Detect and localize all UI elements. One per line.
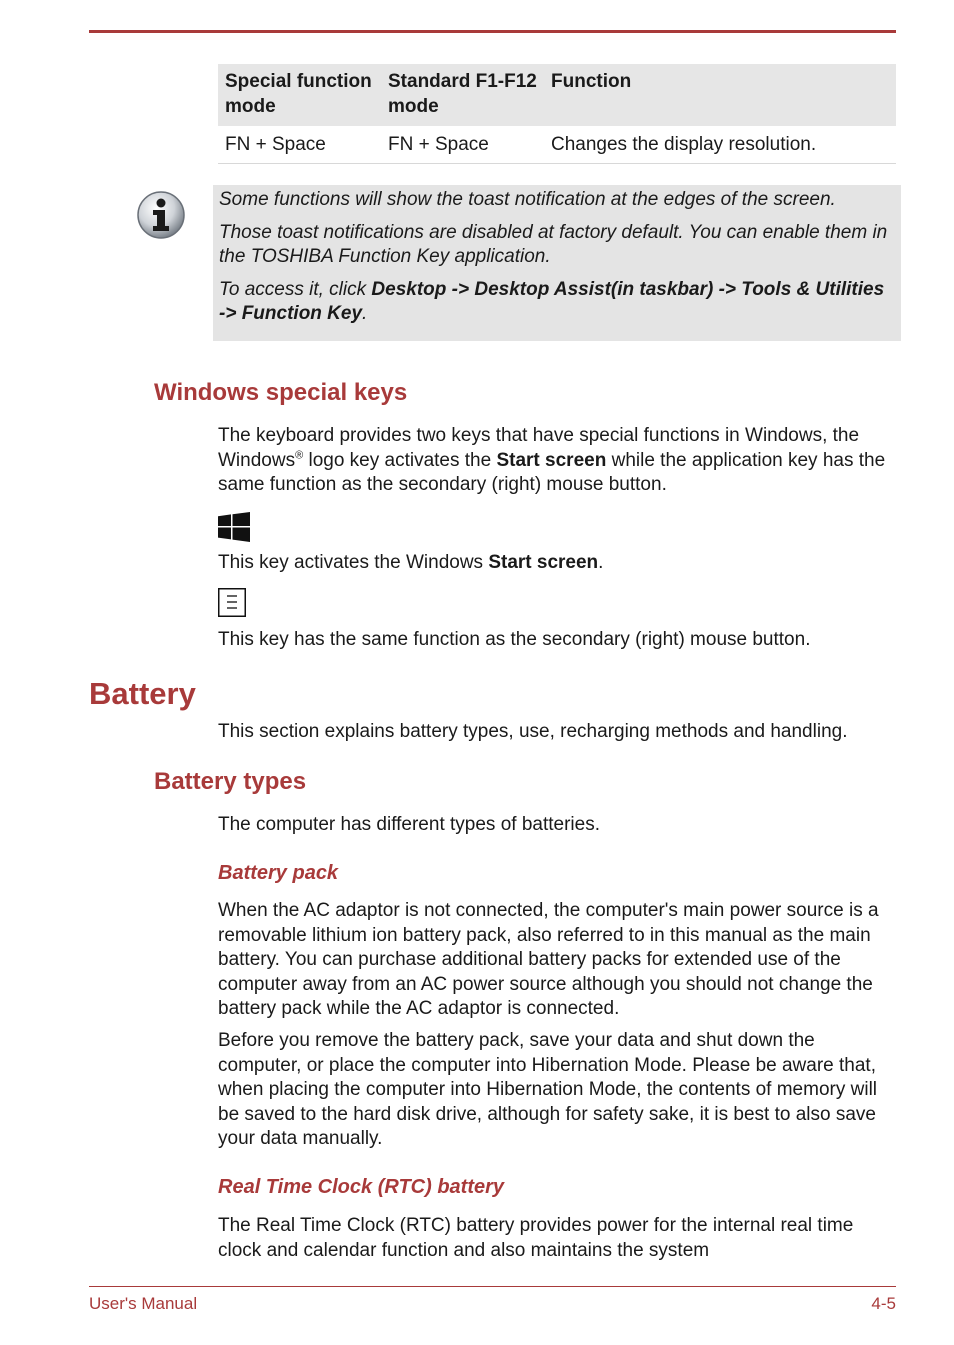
windows-key-description: This key activates the Windows Start screen. bbox=[218, 552, 604, 573]
table-header-function: Function bbox=[544, 64, 896, 126]
rtc-battery-paragraph: The Real Time Clock (RTC) battery provides power for the internal real time clock and calendar function and also maintains the system bbox=[218, 1215, 854, 1261]
note-line: Those toast notifications are disabled at factory default. You can enable them in the TOSHIBA Function Key application. bbox=[219, 222, 888, 267]
subheading-battery-pack: Battery pack bbox=[218, 862, 339, 884]
table-cell: Changes the display resolution. bbox=[544, 126, 896, 164]
battery-pack-paragraph: When the AC adaptor is not connected, the computer's main power source is a removable lithium ion battery pack, also referred to in this manual as the main battery. You can purchase additional battery packs for extended use of the computer away from an AC power source although you should not change the battery pack while the AC adaptor is connected. bbox=[218, 900, 879, 1019]
table-header-special-mode: Special function mode bbox=[218, 64, 381, 126]
windows-keys-intro: The keyboard provides two keys that have special functions in Windows, the Windows® logo key activates the Start screen while the application key has the same function as the secondary (right) mouse button. bbox=[218, 425, 886, 495]
function-key-table bbox=[218, 64, 896, 164]
windows-logo-icon bbox=[218, 512, 250, 542]
battery-types-intro: The computer has different types of batteries. bbox=[218, 814, 600, 835]
table-header-row bbox=[218, 64, 896, 126]
section-heading-battery-types: Battery types bbox=[154, 768, 307, 795]
table-header-standard-mode: Standard F1-F12 mode bbox=[381, 64, 544, 126]
table-cell: FN + Space bbox=[218, 126, 381, 164]
section-heading-windows-keys: Windows special keys bbox=[154, 379, 408, 406]
footer-page-number: 4-5 bbox=[871, 1294, 896, 1313]
battery-pack-paragraph: Before you remove the battery pack, save your data and shut down the computer, or place the computer into Hibernation Mode. Please be aware that, when placing the computer into Hibernation Mode, the contents of memory will be saved to the hard disk drive, although for safety sake, it is best to also save your data manually. bbox=[218, 1030, 878, 1149]
section-heading-battery: Battery bbox=[89, 676, 196, 711]
application-key-description: This key has the same function as the secondary (right) mouse button. bbox=[218, 629, 811, 650]
note-line: Some functions will show the toast notification at the edges of the screen. bbox=[219, 189, 836, 210]
application-key-icon bbox=[218, 588, 246, 617]
note-line: To access it, click Desktop -> Desktop Assist(in taskbar) -> Tools & Utilities -> Function Key. bbox=[219, 279, 885, 324]
bottom-rule bbox=[89, 1286, 896, 1287]
battery-intro: This section explains battery types, use, recharging methods and handling. bbox=[218, 721, 848, 742]
note-path: Desktop -> Desktop Assist(in taskbar) -> Tools & Utilities -> Function Key bbox=[219, 279, 885, 324]
table-row bbox=[218, 126, 896, 164]
table-cell: FN + Space bbox=[381, 126, 544, 164]
footer-manual-title: User's Manual bbox=[89, 1294, 198, 1313]
info-icon bbox=[136, 190, 186, 240]
top-rule bbox=[89, 30, 896, 33]
subheading-rtc-battery: Real Time Clock (RTC) battery bbox=[218, 1176, 505, 1198]
note-box bbox=[213, 185, 901, 341]
